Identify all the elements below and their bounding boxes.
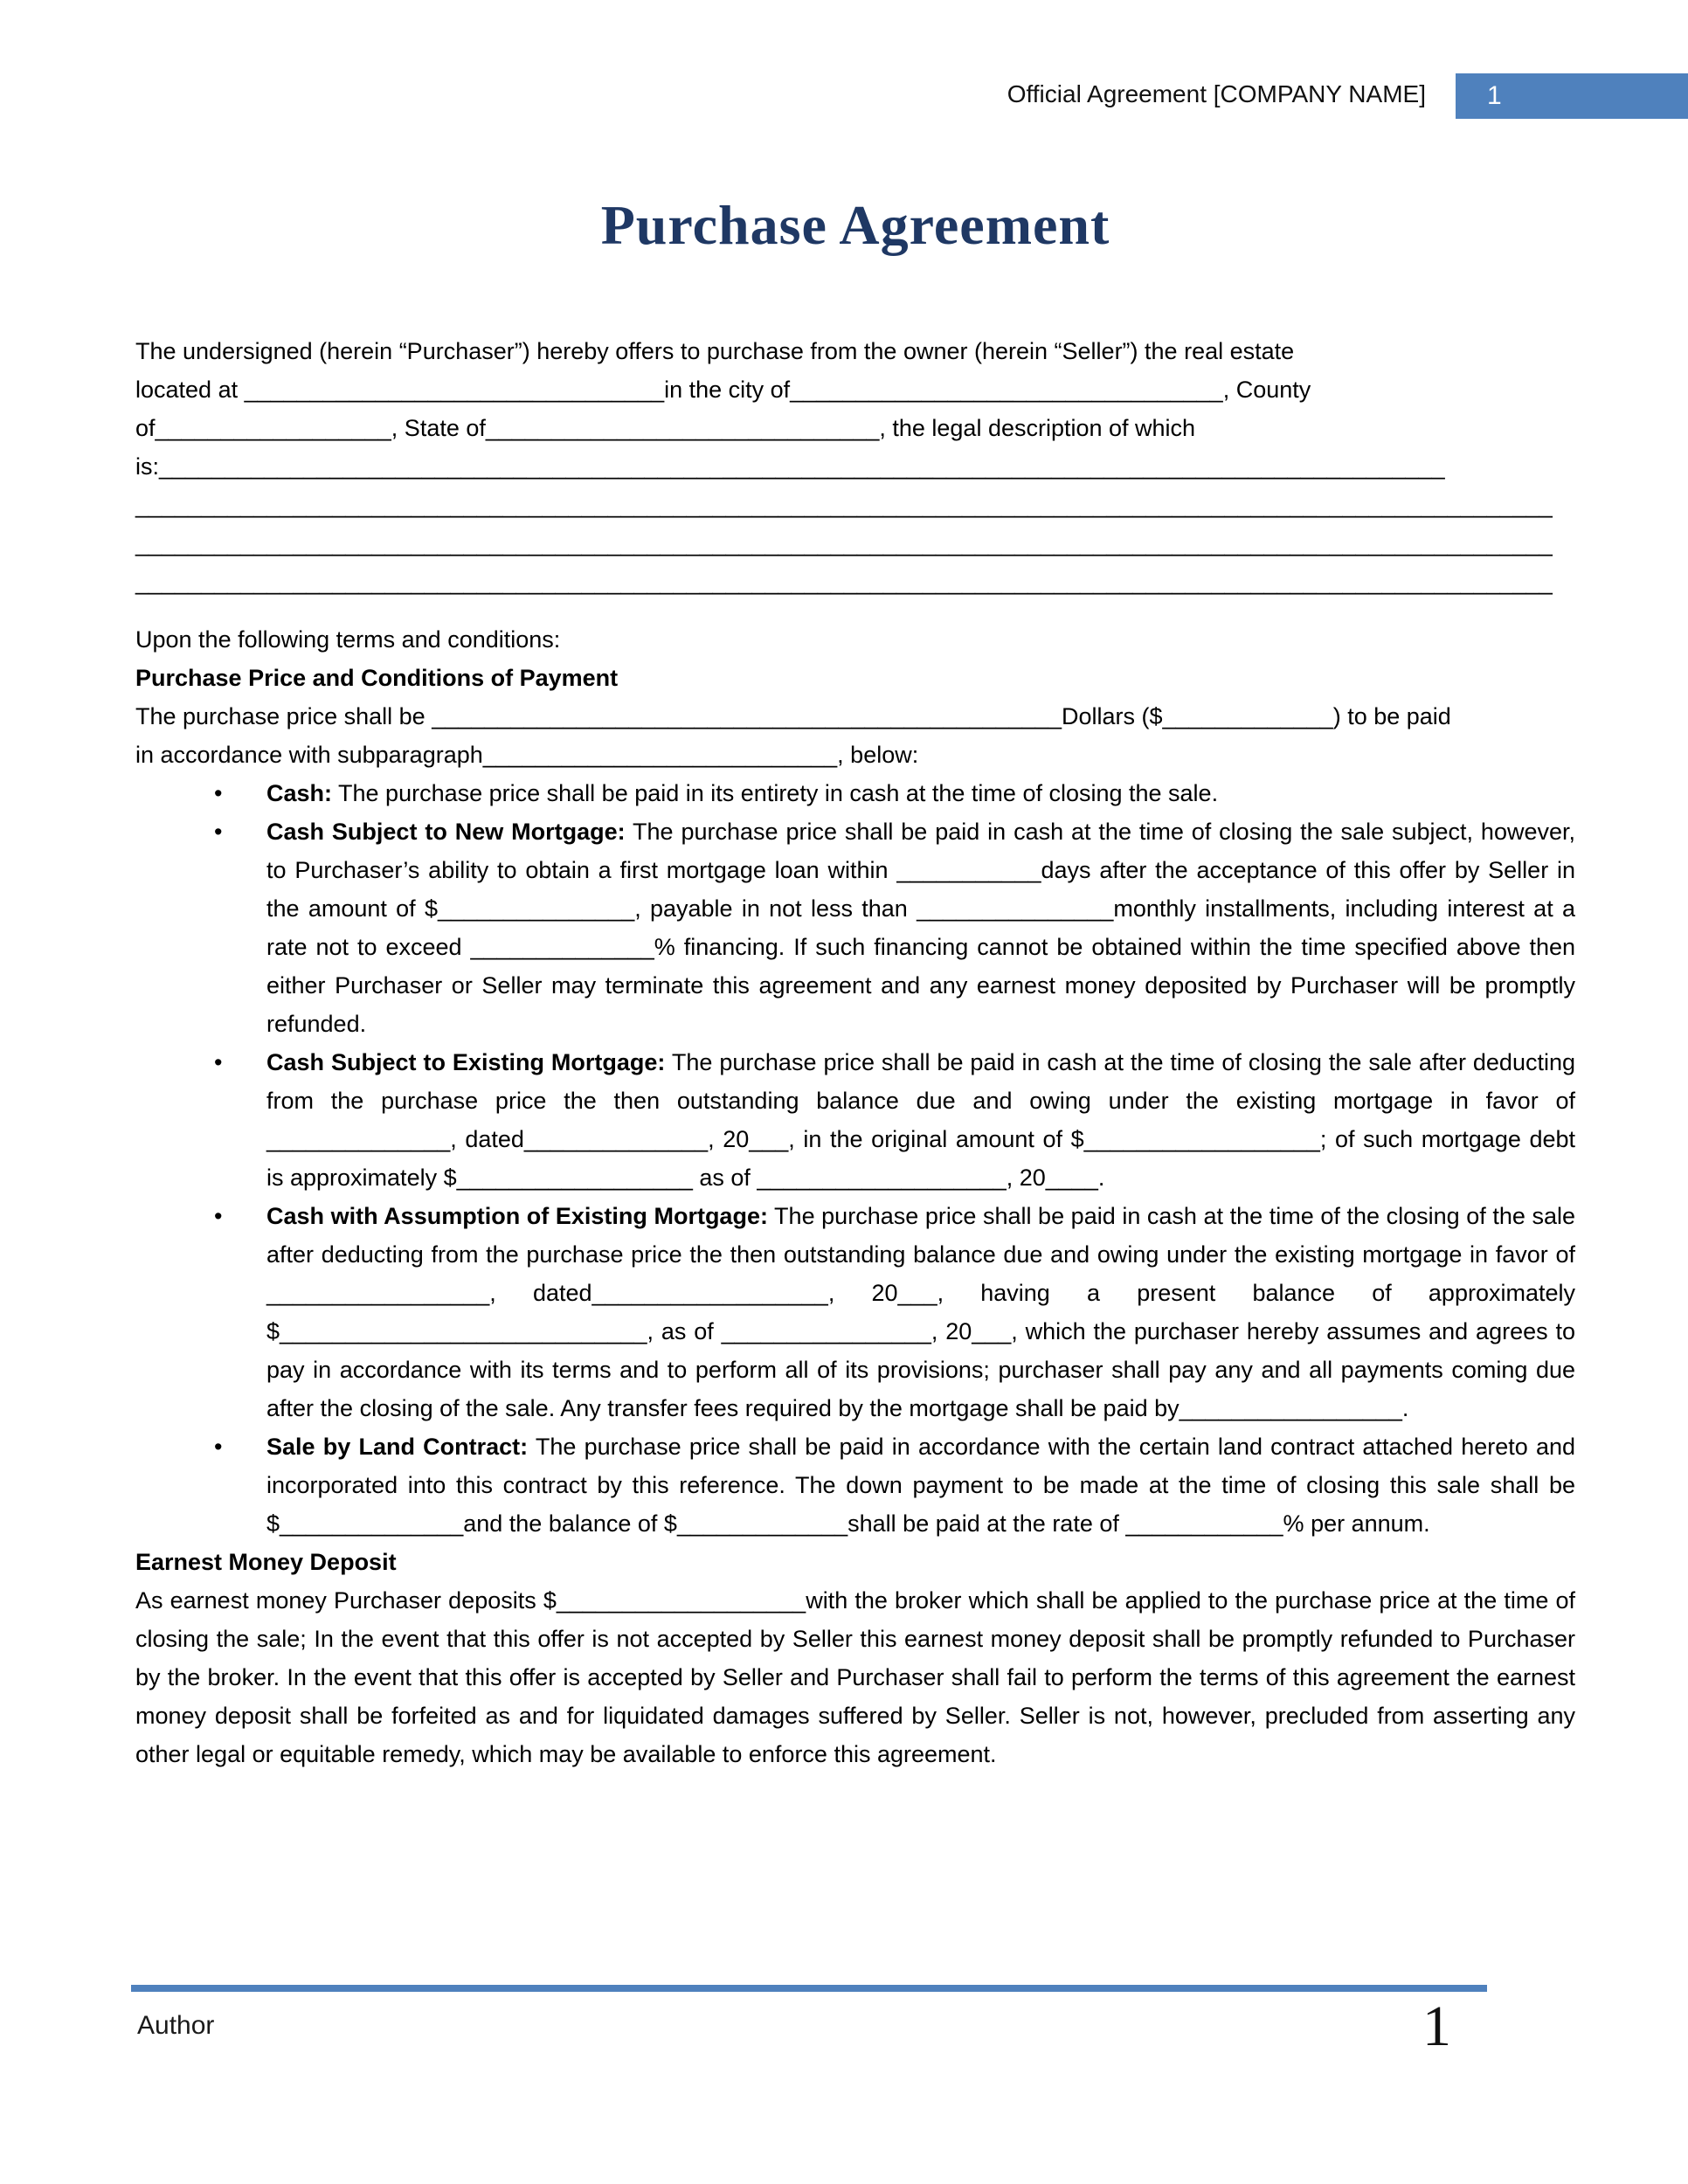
earnest-money-section	[135, 1543, 1575, 1773]
header-page-badge: 1	[1456, 73, 1688, 119]
header-doc-label: Official Agreement [COMPANY NAME]	[1007, 80, 1426, 107]
list-item-cash-new-mortgage	[214, 812, 1575, 1043]
earnest-heading: Earnest Money Deposit	[135, 1549, 397, 1575]
list-item-text: The purchase price shall be paid in cash at the time of closing the sale subject, however, to Purchaser’s ability to obtain a first mortgage loan within ___________days after the acceptance of this offer by Seller in the amount of $_______________, payable in not less than _______________monthly installments, including interest at a rate not to exceed ______________% financing. If such financing cannot be obtained within the time specified above then either Purchaser or Seller may terminate this agreement and any earnest money deposited by Purchaser will be promptly refunded.	[266, 819, 1575, 1037]
footer-author: Author	[137, 2011, 215, 2040]
intro-line-2: located at ________________________________in the city of_________________________________, County	[135, 377, 1311, 403]
list-item-text: The purchase price shall be paid in cash at the time of closing the sale after deducting from the purchase price the then outstanding balance due and owing under the existing mortgage in favor of ______________, dated______________, 20___, in the original amount of $__________________; of such mortgage debt is approximately $__________________ as of ___________________, 20____.	[266, 1049, 1575, 1191]
bullet-icon: •	[214, 780, 223, 806]
price-line-1: The purchase price shall be ________________________________________________Dollars ($_____________) to be paid	[135, 703, 1451, 729]
list-item-text: The purchase price shall be paid in cash at the time of the closing of the sale after deducting from the purchase price the then outstanding balance due and owing under the existing mortgage in favor of _________________, dated__________________, 20___, having a present balance of approximately $____________________________, as of ________________, 20___, which the purchaser hereby assumes and agrees to pay in accordance with its terms and to perform all of its provisions; purchaser shall pay any and all payments coming due after the closing of the sale. Any transfer fees required by the mortgage shall be paid by_________________.	[266, 1203, 1575, 1421]
earnest-body: As earnest money Purchaser deposits $___________________with the broker which shall be applied to the purchase price at the time of closing the sale; In the event that this offer is not accepted by Seller this earnest money deposit shall be promptly refunded to Purchaser by the broker. In the event that this offer is accepted by Seller and Purchaser shall fail to perform the terms of this agreement the earnest money deposit shall be forfeited as and for liquidated damages suffered by Seller. Seller is not, however, precluded from asserting any other legal or equitable remedy, which may be available to enforce this agreement.	[135, 1587, 1575, 1767]
list-item-label: Cash Subject to New Mortgage:	[266, 819, 626, 845]
list-item-label: Cash with Assumption of Existing Mortgage:	[266, 1203, 768, 1229]
intro-paragraph	[135, 332, 1575, 601]
list-item-label: Sale by Land Contract:	[266, 1434, 529, 1460]
list-item-text: The purchase price shall be paid in its entirety in cash at the time of closing the sale.	[332, 780, 1219, 806]
bullet-icon: •	[214, 1049, 223, 1075]
list-item-cash-existing-mortgage	[214, 1043, 1575, 1197]
terms-section	[135, 620, 1575, 774]
fill-in-line: ____________________________________________________________________________________________________________	[135, 569, 1553, 595]
list-item-text: The purchase price shall be paid in accordance with the certain land contract attached hereto and incorporated into this contract by this reference. The down payment to be made at the time of closing this sale shall be $______________and the balance of $_____________shall be paid at the rate of ____________% per annum.	[266, 1434, 1576, 1537]
list-item-sale-by-land-contract	[214, 1427, 1576, 1543]
bullet-icon: •	[214, 1203, 223, 1229]
document-body	[135, 179, 1575, 1773]
intro-line-3: of__________________, State of______________________________, the legal description of which	[135, 415, 1196, 441]
fill-in-line: ____________________________________________________________________________________________________________	[135, 530, 1553, 556]
terms-heading: Purchase Price and Conditions of Payment	[135, 665, 619, 691]
bullet-icon: •	[214, 819, 223, 845]
bullet-icon: •	[214, 1434, 223, 1460]
footer-page-number: 1	[1422, 1994, 1451, 2058]
page-title: Purchase Agreement	[600, 194, 1110, 256]
payment-options-list	[135, 774, 1575, 1543]
fill-in-line: ____________________________________________________________________________________________________________	[135, 492, 1553, 518]
list-item-cash	[214, 774, 1575, 812]
list-item-cash-assumption-mortgage	[214, 1197, 1575, 1427]
terms-lead: Upon the following terms and conditions:	[135, 626, 561, 653]
intro-line-4: is:__________________________________________________________________________________________________	[135, 453, 1445, 480]
list-item-label: Cash:	[266, 780, 333, 806]
intro-line-1: The undersigned (herein “Purchaser”) hereby offers to purchase from the owner (herein “Seller”) the real estate	[135, 338, 1295, 364]
list-item-label: Cash Subject to Existing Mortgage:	[266, 1049, 666, 1075]
price-line-2: in accordance with subparagraph___________________________, below:	[135, 742, 919, 768]
footer-divider	[131, 1985, 1487, 1992]
